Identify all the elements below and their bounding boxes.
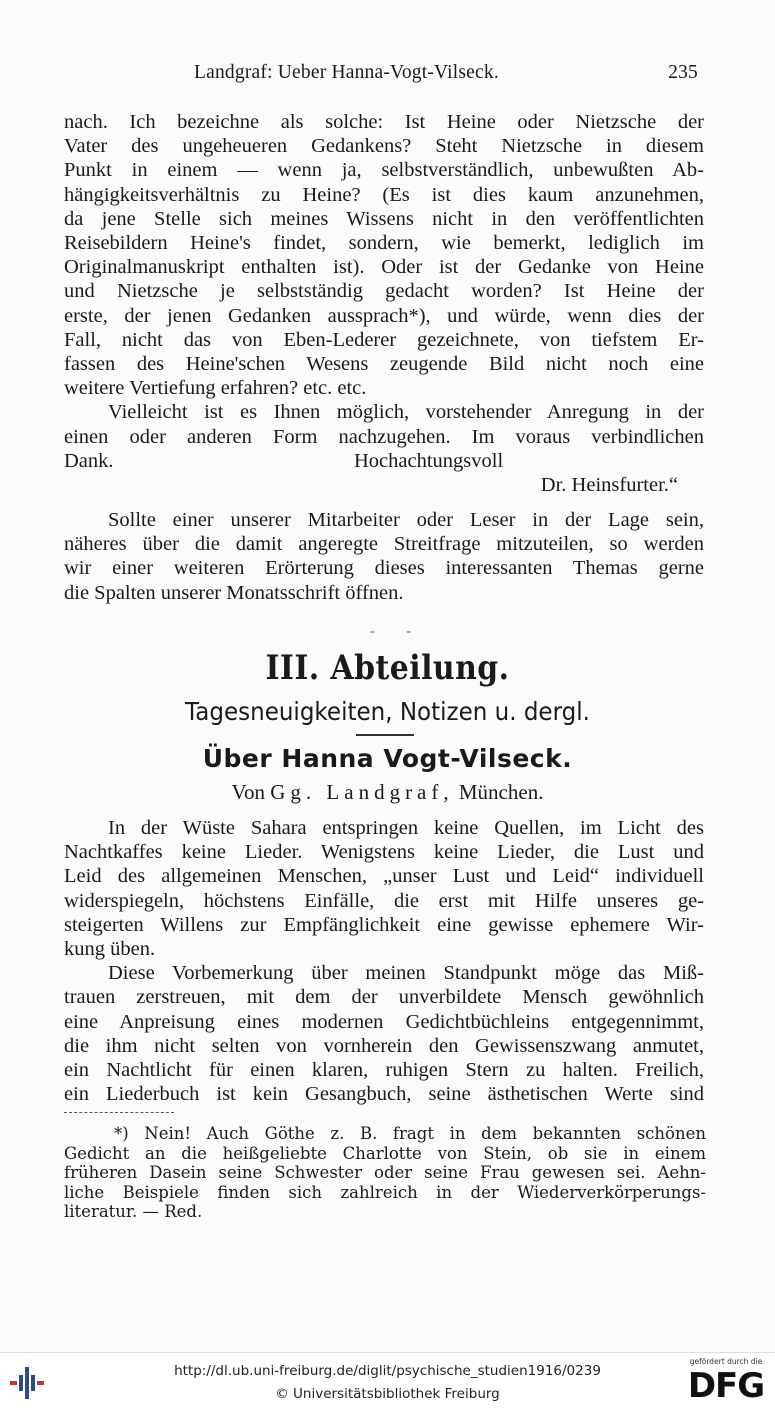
dfg-logo-text: DFG: [687, 1366, 765, 1406]
text-line: und Nietzsche je selbstständig gedacht worden? Ist Heine der: [64, 280, 704, 303]
article-title: Über Hanna Vogt-Vilseck.: [202, 744, 573, 773]
text-line: eine Anpreisung eines modernen Gedichtbüchleins entgegennimmt,: [64, 1010, 704, 1033]
footer-copyright: © Universitätsbibliothek Freiburg: [275, 1386, 500, 1402]
text-line: kung üben.: [64, 938, 156, 961]
text-line: ein Liederbuch ist kein Gesangbuch, seine ästhetischen Werte sind: [64, 1083, 704, 1106]
heading-rule: [356, 734, 414, 736]
text-line: widerspiegeln, höchstens Einfälle, die erst mit Hilfe unseres ge-: [64, 889, 704, 912]
closing-dank: Dank.: [64, 449, 114, 472]
text-line: Vater des ungeheueren Gedankens? Steht Nietzsche in diesem: [64, 135, 704, 158]
section-separator: - -: [370, 624, 425, 639]
footnote-paragraph: [64, 1124, 706, 1222]
byline-prefix: Von: [231, 780, 265, 804]
text-line: erste, der jenen Gedanken aussprach*), und würde, wenn dies der: [64, 304, 704, 327]
footer-url[interactable]: http://dl.ub.uni-freiburg.de/diglit/psychische_studien1916/0239: [174, 1363, 601, 1379]
text-line: Punkt in einem — wenn ja, selbstverständlich, unbewußten Ab-: [64, 159, 704, 182]
text-line: die Spalten unserer Monatsschrift öffnen.: [64, 581, 404, 604]
text-line: trauen zerstreuen, mit dem der unverbildete Mensch gewöhnlich: [64, 986, 704, 1009]
letter-closing: [64, 449, 704, 497]
text-line: fassen des Heine'schen Wesens zeugende Bild nicht noch eine: [64, 353, 704, 376]
text-line: Diese Vorbemerkung über meinen Standpunkt möge das Miß-: [108, 962, 704, 985]
dfg-logo: [685, 1357, 767, 1407]
text-line: Sollte einer unserer Mitarbeiter oder Leser in der Lage sein,: [108, 509, 704, 531]
text-line: literatur. — Red.: [64, 1202, 203, 1221]
dfg-funding-note: gefördert durch die: [689, 1357, 763, 1366]
text-line: wir einer weiteren Erörterung dieses interessanten Themas gerne: [64, 557, 704, 580]
letter-text: [64, 110, 704, 497]
text-line: hängigkeitsverhältnis zu Heine? (Es ist dies kaum anzunehmen,: [64, 183, 704, 206]
article-paragraph-2: [64, 961, 704, 1106]
text-line: Originalmanuskript enthalten ist). Oder ist der Gedanke von Heine: [64, 256, 704, 279]
text-line: liche Beispiele finden sich zahlreich in der Wiederverkörperungs-: [64, 1182, 706, 1202]
text-line: nach. Ich bezeichne als solche: Ist Heine oder Nietzsche der: [64, 111, 704, 133]
text-line: ein Nachtlicht für einen klaren, ruhigen Stern zu halten. Freilich,: [64, 1059, 704, 1082]
article-byline: [0, 780, 775, 805]
byline-author: Gg. Landgraf,: [270, 780, 454, 804]
section-subheading: Tagesneuigkeiten, Notizen u. dergl.: [185, 697, 590, 726]
text-line: näheres über die damit angeregte Streitfrage mitzuteilen, so werden: [64, 533, 704, 556]
letter-paragraph-2: [64, 400, 704, 448]
text-line: Vielleicht ist es Ihnen möglich, vorstehender Anregung in der: [108, 401, 704, 424]
editor-note: [64, 508, 704, 605]
viewer-footer: [0, 1352, 775, 1410]
footnote-rule: [64, 1112, 174, 1113]
article-body: [64, 816, 704, 1106]
section-heading: III. Abteilung.: [265, 648, 510, 688]
text-line: steigerten Willens zur Empfänglichkeit eine gewisse ephemere Wir-: [64, 913, 704, 936]
text-line: Leid des allgemeinen Menschen, „unser Lust und Leid“ individuell: [64, 865, 704, 888]
text-line: einen oder anderen Form nachzugehen. Im voraus verbindlichen: [64, 425, 704, 448]
text-line: *) Nein! Auch Göthe z. B. fragt in dem bekannten schönen: [114, 1124, 706, 1143]
text-line: weitere Vertiefung erfahren? etc. etc.: [64, 377, 367, 400]
footnote: [64, 1124, 706, 1222]
running-head-title: Landgraf: Ueber Hanna-Vogt-Vilseck.: [194, 62, 499, 83]
text-line: In der Wüste Sahara entspringen keine Quellen, im Licht des: [108, 817, 704, 839]
closing-salutation: Hochachtungsvoll: [354, 449, 504, 472]
letter-signature: Dr. Heinsfurter.“: [540, 473, 678, 496]
page-number: 235: [668, 62, 698, 83]
text-line: da jene Stelle sich meines Wissens nicht in den veröffentlichten: [64, 207, 704, 230]
article-paragraph-1: [64, 816, 704, 961]
editor-note-paragraph: [64, 508, 704, 605]
text-line: die ihm nicht selten von vornherein den Gewissenszwang anmutet,: [64, 1034, 704, 1057]
text-line: früheren Dasein seine Schwester oder seine Frau gewesen sei. Aehn-: [64, 1163, 706, 1182]
byline-place: München.: [458, 780, 544, 804]
text-line: Gedicht an die heißgeliebte Charlotte von Stein, ob sie in einem: [64, 1143, 706, 1163]
text-line: Nachtkaffes keine Lieder. Wenigstens keine Lieder, die Lust und: [64, 841, 704, 864]
letter-paragraph-1: [64, 110, 704, 400]
text-line: Fall, nicht das von Eben-Lederer gezeichnete, von tiefstem Er-: [64, 328, 704, 351]
text-line: Reisebildern Heine's findet, sondern, wie bemerkt, lediglich im: [64, 232, 704, 255]
